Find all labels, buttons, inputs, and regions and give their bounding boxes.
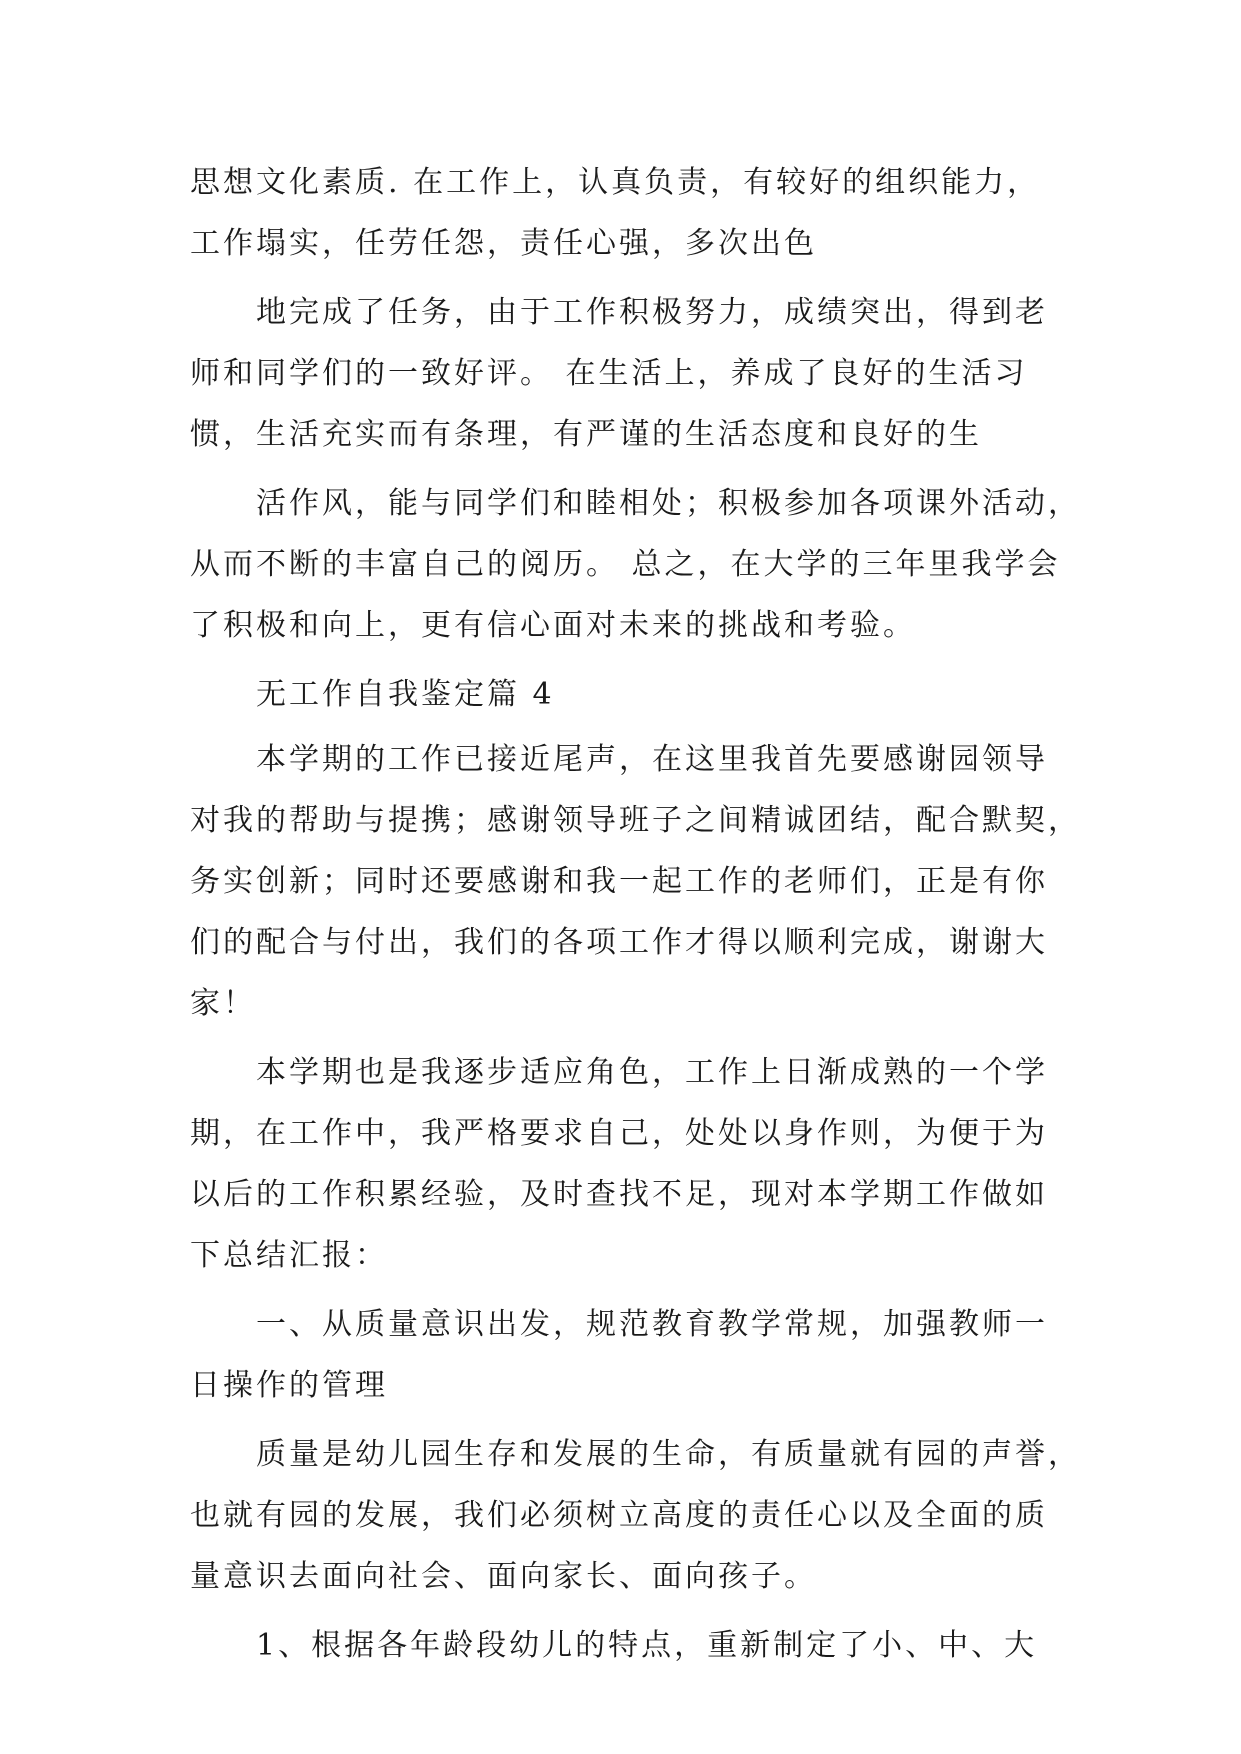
text-line: 惯，生活充实而有条理，有严谨的生活态度和良好的生 (190, 417, 982, 452)
document-body (190, 158, 1081, 1671)
text-line: 量意识去面向社会、面向家长、面向孩子。 (190, 1559, 817, 1594)
paragraph-first-line: 地完成了任务，由于工作积极努力，成绩突出，得到老 (256, 295, 1048, 330)
text-line: 思想文化素质. 在工作上，认真负责，有较好的组织能力， (190, 165, 1041, 200)
text-line: 对我的帮助与提携；感谢领导班子之间精诚团结，配合默契， (190, 803, 1081, 838)
paragraph-first-line: 质量是幼儿园生存和发展的生命，有质量就有园的声誉， (256, 1437, 1081, 1472)
section-subheading: 一、从质量意识出发，规范教育教学常规，加强教师一 (256, 1307, 1048, 1342)
paragraph-first-line: 本学期也是我逐步适应角色，工作上日渐成熟的一个学 (256, 1055, 1048, 1090)
text-line: 了积极和向上，更有信心面对未来的挑战和考验。 (190, 608, 916, 643)
paragraph-first-line: 本学期的工作已接近尾声，在这里我首先要感谢园领导 (256, 742, 1048, 777)
text-line: 务实创新；同时还要感谢和我一起工作的老师们，正是有你 (190, 864, 1048, 899)
text-line: 师和同学们的一致好评。 在生活上，养成了良好的生活习 (190, 356, 1028, 391)
text-line: 期，在工作中，我严格要求自己，处处以身作则，为便于为 (190, 1116, 1048, 1151)
text-line: 们的配合与付出，我们的各项工作才得以顺利完成，谢谢大 (190, 925, 1048, 960)
text-line: 也就有园的发展，我们必须树立高度的责任心以及全面的质 (190, 1498, 1048, 1533)
text-line: 从而不断的丰富自己的阅历。 总之，在大学的三年里我学会 (190, 547, 1061, 582)
paragraph-first-line: 1、根据各年龄段幼儿的特点，重新制定了小、中、大 (256, 1628, 1038, 1663)
text-line: 工作塌实，任劳任怨，责任心强，多次出色 (190, 226, 817, 261)
paragraph-first-line: 活作风，能与同学们和睦相处；积极参加各项课外活动， (256, 486, 1081, 521)
text-line: 日操作的管理 (190, 1368, 388, 1403)
text-line: 家！ (190, 986, 256, 1021)
section-heading: 无工作自我鉴定篇 4 (256, 677, 555, 712)
text-line: 以后的工作积累经验，及时查找不足，现对本学期工作做如 (190, 1177, 1048, 1212)
text-line: 下总结汇报： (190, 1238, 388, 1273)
